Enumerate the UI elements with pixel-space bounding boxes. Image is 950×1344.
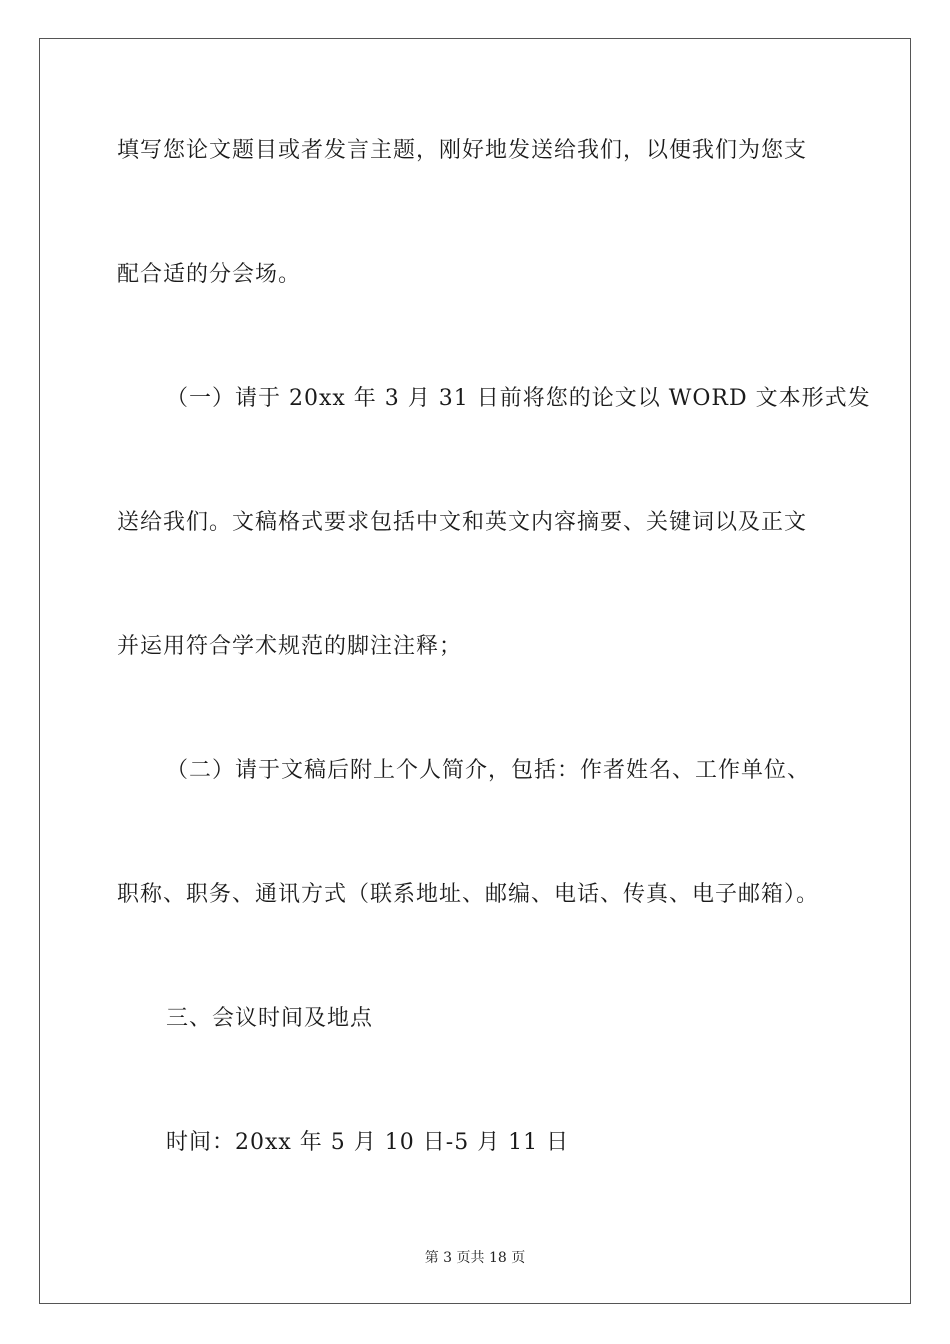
page-border: [39, 38, 911, 1304]
page-number-current: 第 3 页: [424, 1250, 471, 1266]
paragraph-line: 送给我们。文稿格式要求包括中文和英文内容摘要、关键词以及正文: [117, 510, 808, 535]
paragraph-line: （一）请于 20xx 年 3 月 31 日前将您的论文以 WORD 文本形式发: [166, 386, 871, 411]
paragraph-line: 并运用符合学术规范的脚注注释；: [117, 634, 463, 659]
paragraph-line: 配合适的分会场。: [117, 262, 302, 287]
section-heading: 三、会议时间及地点: [166, 1006, 374, 1031]
paragraph-line: 填写您论文题目或者发言主题，刚好地发送给我们，以便我们为您支: [117, 138, 808, 163]
paragraph-line: 时间：20xx 年 5 月 10 日-5 月 11 日: [166, 1130, 570, 1155]
page-number-total: 共 18 页: [470, 1250, 526, 1266]
paragraph-line: （二）请于文稿后附上个人简介，包括：作者姓名、工作单位、: [166, 758, 811, 783]
paragraph-line: 职称、职务、通讯方式（联系地址、邮编、电话、传真、电子邮箱）。: [117, 882, 820, 907]
page-footer: [0, 1248, 950, 1268]
